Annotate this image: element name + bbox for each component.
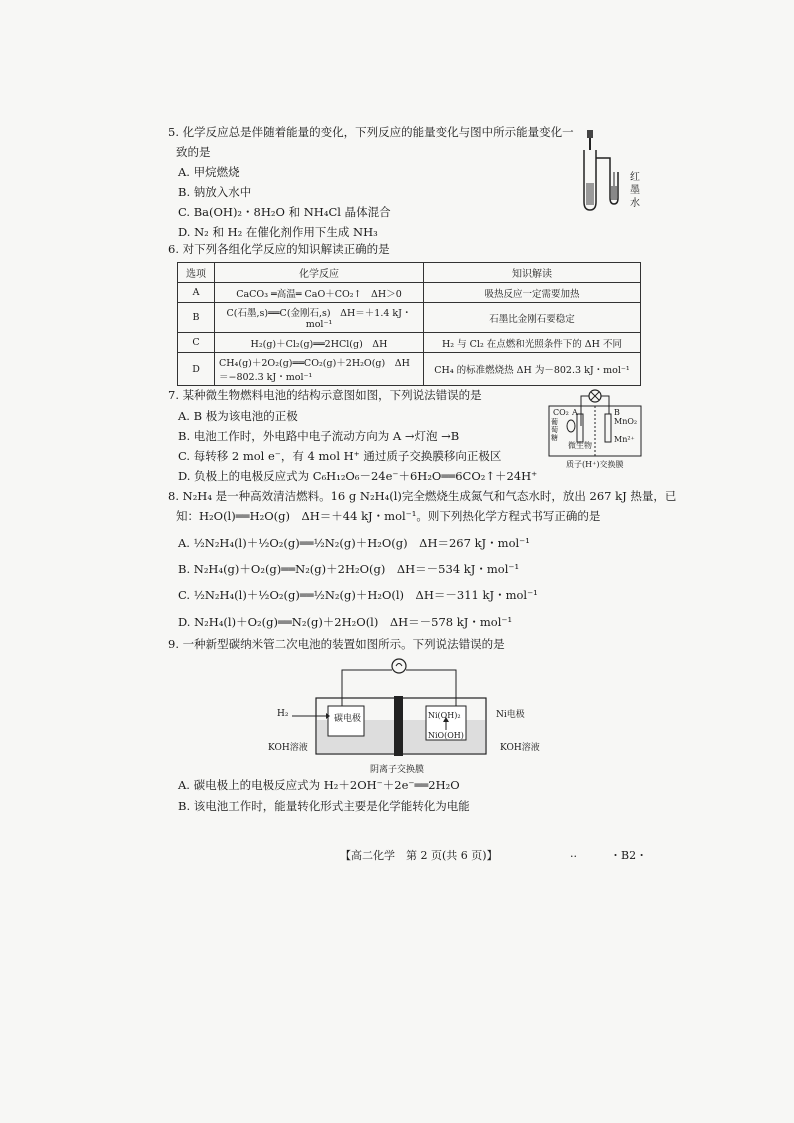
q5-fig-label-2: 墨 [630, 185, 640, 196]
row-c-reaction: H₂(g)＋Cl₂(g)══2HCl(g) ΔH [215, 333, 424, 353]
table-row [178, 303, 641, 333]
q8-option-a: A. ½N₂H₄(l)＋½O₂(g)══½N₂(g)＋H₂O(g) ΔH＝267 kJ・mol⁻¹ [178, 536, 530, 550]
q9-stem: 9. 一种新型碳纳米管二次电池的装置如图所示。下列说法错误的是 [168, 637, 505, 651]
q6-table [177, 262, 641, 386]
q8-option-c: C. ½N₂H₄(l)＋½O₂(g)══½N₂(g)＋H₂O(l) ΔH＝－311 kJ・mol⁻¹ [178, 588, 538, 602]
q5-fig-label-1: 红 [630, 172, 640, 183]
q9-figure-battery [290, 656, 500, 760]
q9-fig-ni: Ni电极 [496, 710, 525, 720]
row-b-reaction: C(石墨,s)══C(金刚石,s) ΔH＝＋1.4 kJ・mol⁻¹ [215, 303, 424, 333]
q9-fig-koh-left: KOH溶液 [268, 743, 308, 753]
q8-stem-line1: 8. N₂H₄ 是一种高效清洁燃料。16 g N₂H₄(l)完全燃烧生成氮气和气态水时，放出 267 kJ 热量，已 [168, 489, 677, 503]
table-header-row [178, 263, 641, 283]
q9-fig-carbon: 碳电极 [334, 714, 362, 724]
q9-fig-nioh2: Ni(OH)₂ [428, 711, 461, 720]
q7-stem: 7. 某种微生物燃料电池的结构示意图如图，下列说法错误的是 [168, 388, 482, 402]
row-d-reaction: CH₄(g)＋2O₂(g)══CO₂(g)＋2H₂O(g) ΔH＝−802.3 kJ・mol⁻¹ [215, 353, 424, 386]
row-c-option: C [178, 333, 215, 353]
footer-code: ・B2・ [610, 849, 648, 862]
q6-stem: 6. 对下列各组化学反应的知识解读正确的是 [168, 242, 390, 256]
q7-option-c: C. 每转移 2 mol e⁻，有 4 mol H⁺ 通过质子交换膜移向正极区 [178, 449, 502, 463]
q9-fig-h2: H₂ [277, 709, 289, 719]
table-row [178, 333, 641, 353]
row-a-note: 吸热反应一定需要加热 [424, 283, 641, 303]
row-b-option: B [178, 303, 215, 333]
q5-fig-label-3: 水 [630, 198, 640, 209]
page-footer: 【高二化学 第 2 页(共 6 页)】 [340, 849, 498, 862]
q7-fig-b: B [614, 408, 620, 417]
header-reaction: 化学反应 [215, 263, 424, 283]
header-note: 知识解读 [424, 263, 641, 283]
q7-fig-mno2: MnO₂ [614, 417, 638, 426]
q7-option-b: B. 电池工作时，外电路中电子流动方向为 A →灯泡 →B [178, 429, 460, 443]
q7-fig-co2: CO₂ [553, 408, 569, 417]
q7-fig-mn2: Mn²⁺ [614, 435, 635, 444]
q7-option-d: D. 负极上的电极反应式为 C₆H₁₂O₆－24e⁻＋6H₂O══6CO₂↑＋24H⁺ [178, 469, 538, 483]
q5-stem-line1: 5. 化学反应总是伴随着能量的变化，下列反应的能量变化与图中所示能量变化一 [168, 125, 574, 139]
table-row [178, 283, 641, 303]
table-row [178, 353, 641, 386]
q7-fig-microbe: 微生物 [568, 441, 592, 450]
q7-fig-sugar: 葡萄糖 [551, 418, 558, 442]
q5-option-d: D. N₂ 和 H₂ 在催化剂作用下生成 NH₃ [178, 225, 378, 239]
footer-dots: .. [570, 847, 577, 860]
q8-option-b: B. N₂H₄(g)＋O₂(g)══N₂(g)＋2H₂O(g) ΔH＝－534 kJ・mol⁻¹ [178, 562, 520, 576]
q7-option-a: A. B 极为该电池的正极 [178, 409, 298, 423]
q5-option-b: B. 钠放入水中 [178, 185, 252, 199]
row-b-note: 石墨比金刚石要稳定 [424, 303, 641, 333]
q5-option-a: A. 甲烷燃烧 [178, 165, 240, 179]
row-a-reaction: CaCO₃ ═高温═ CaO＋CO₂↑ ΔH＞0 [215, 283, 424, 303]
row-d-option: D [178, 353, 215, 386]
q9-fig-niooh: NiO(OH) [428, 731, 464, 740]
header-option: 选项 [178, 263, 215, 283]
q9-option-a: A. 碳电极上的电极反应式为 H₂＋2OH⁻＋2e⁻══2H₂O [178, 778, 460, 792]
q9-option-b: B. 该电池工作时，能量转化形式主要是化学能转化为电能 [178, 799, 470, 813]
row-a-option: A [178, 283, 215, 303]
row-c-note: H₂ 与 Cl₂ 在点燃和光照条件下的 ΔH 不同 [424, 333, 641, 353]
q5-stem-line2: 致的是 [176, 145, 211, 159]
q9-fig-membrane: 阴离子交换膜 [370, 765, 425, 775]
row-d-note: CH₄ 的标准燃烧热 ΔH 为－802.3 kJ・mol⁻¹ [424, 353, 641, 386]
q7-fig-membrane: 质子(H⁺)交换膜 [566, 460, 624, 469]
q8-stem-line2: 知：H₂O(l)══H₂O(g) ΔH＝＋44 kJ・mol⁻¹。则下列热化学方程式书写正确的是 [176, 509, 601, 523]
q9-fig-koh-right: KOH溶液 [500, 743, 540, 753]
q5-option-c: C. Ba(OH)₂・8H₂O 和 NH₄Cl 晶体混合 [178, 205, 391, 219]
q8-option-d: D. N₂H₄(l)＋O₂(g)══N₂(g)＋2H₂O(l) ΔH＝－578 kJ・mol⁻¹ [178, 615, 513, 629]
q7-fig-a: A [572, 408, 578, 417]
